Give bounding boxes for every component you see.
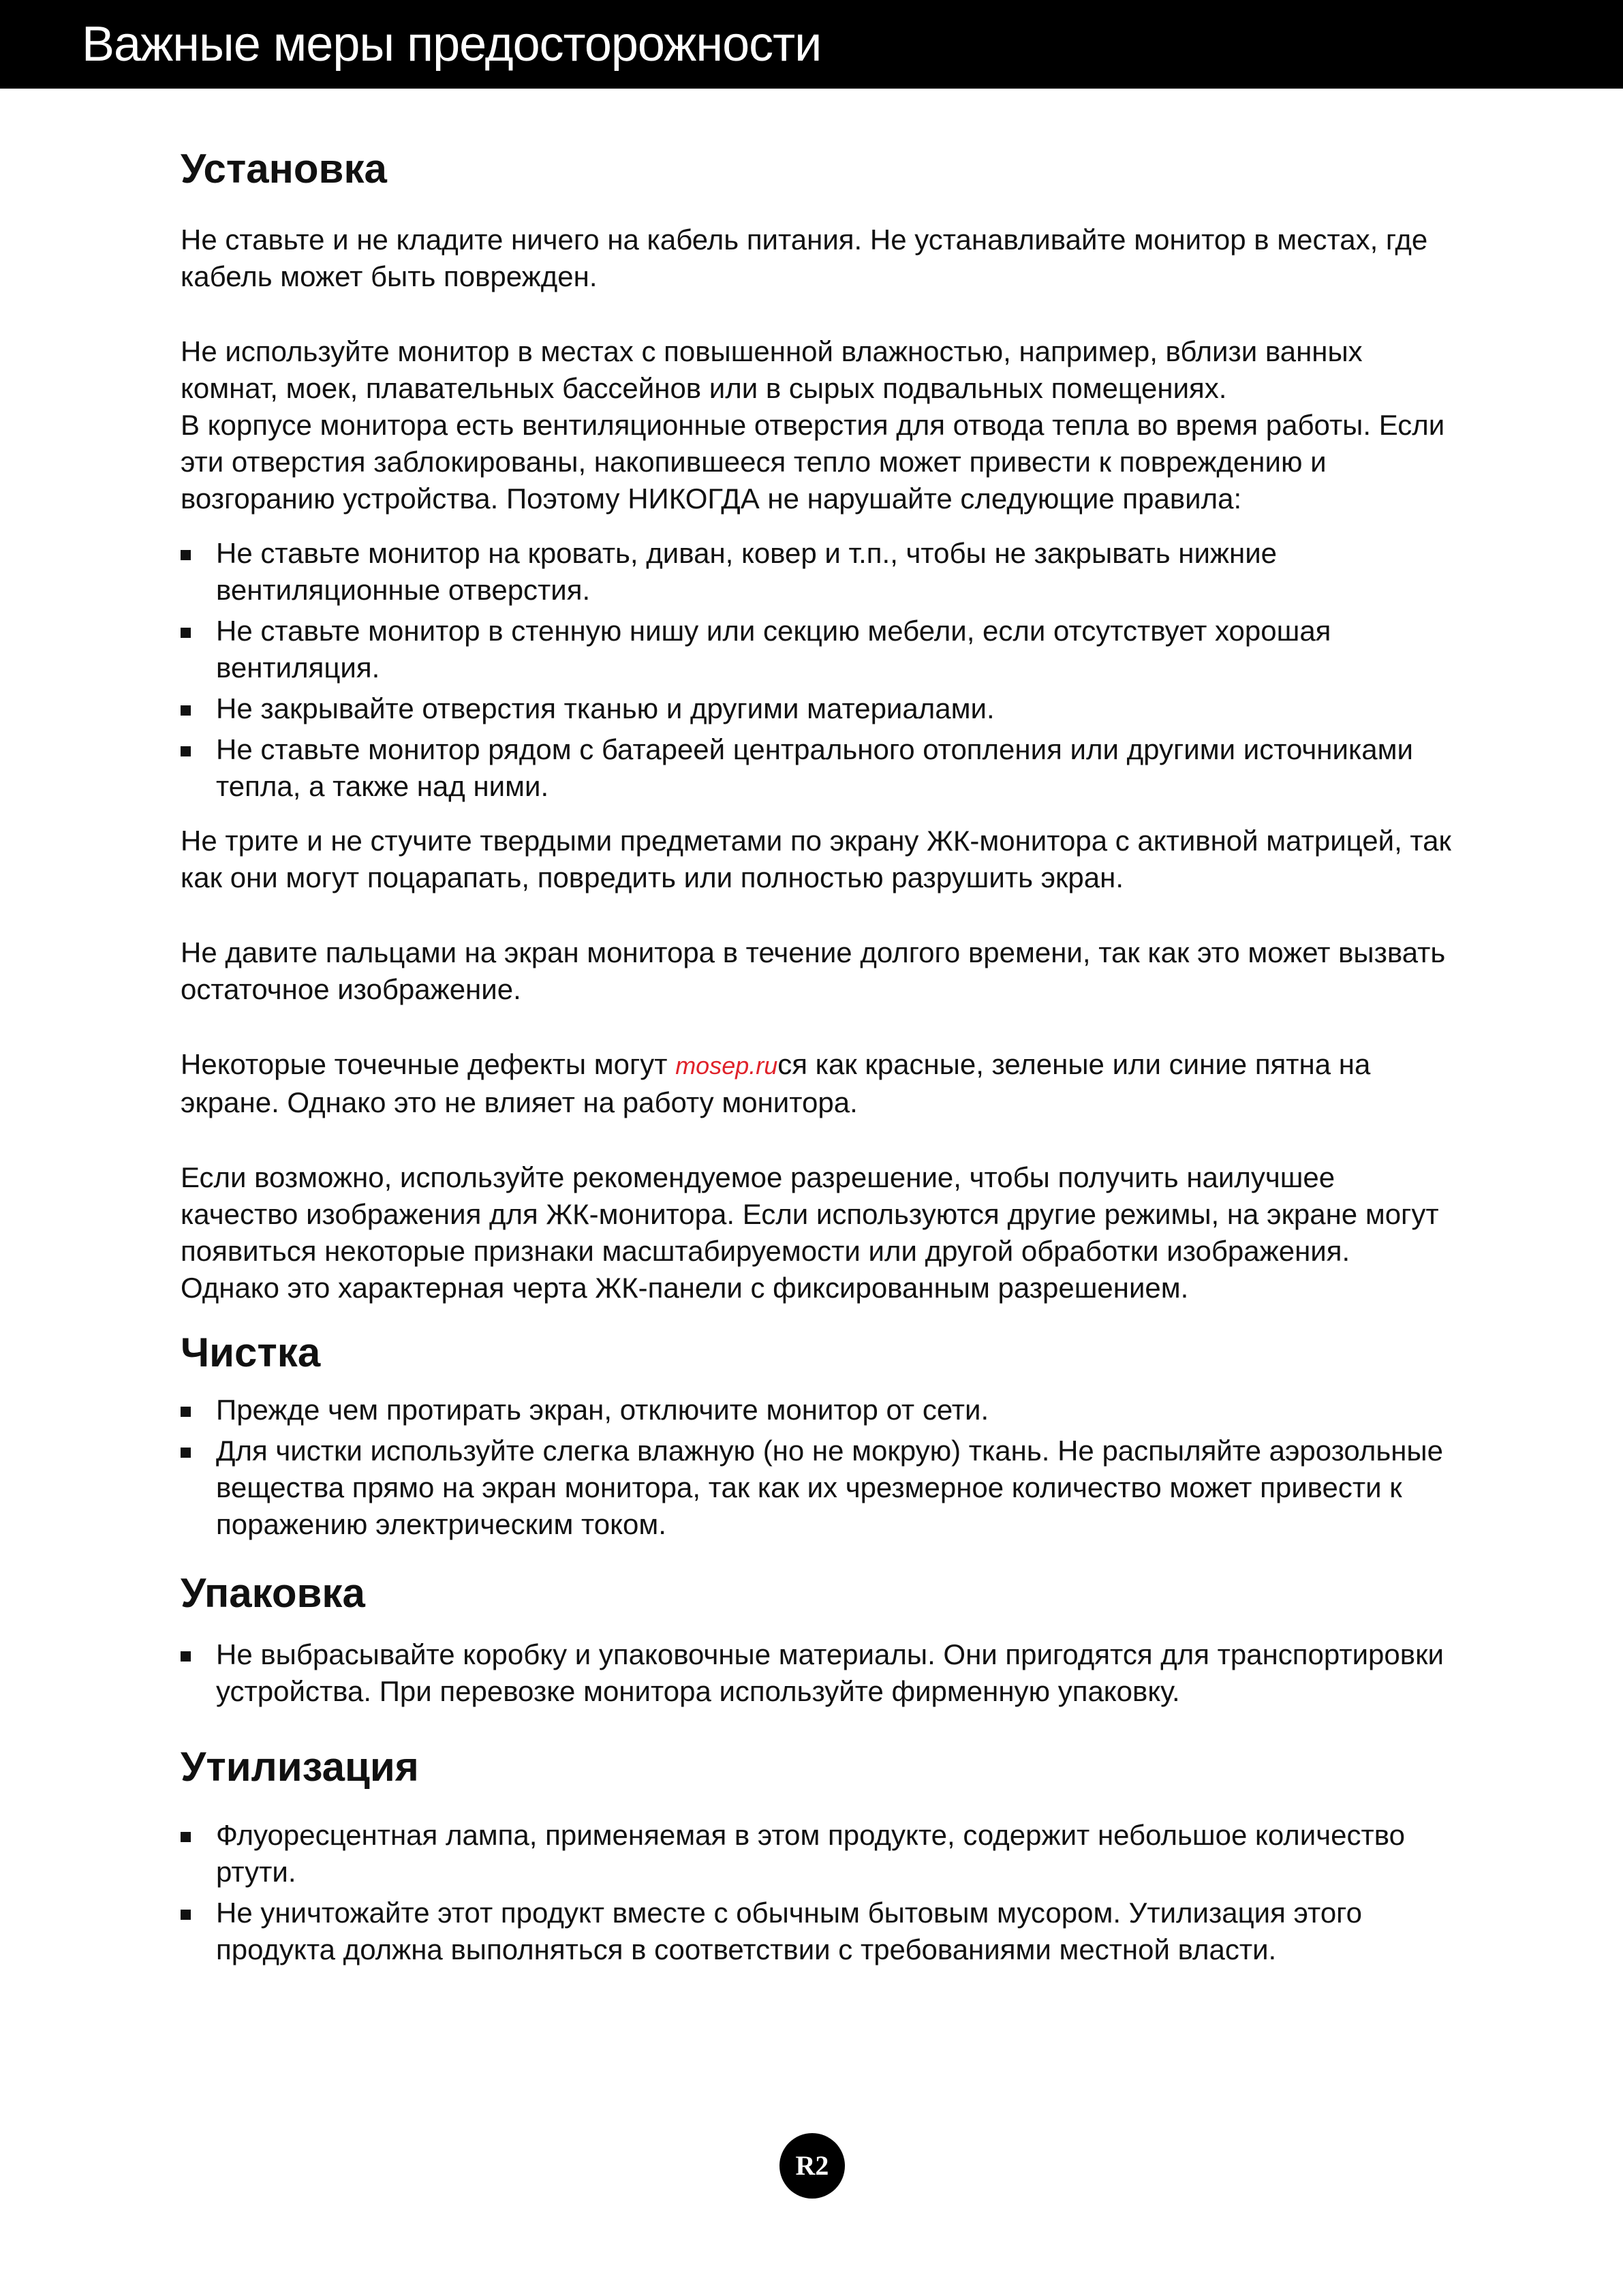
page-number-badge: R2 (779, 2133, 845, 2199)
disposal-list (181, 1817, 1455, 1968)
paragraph-screen-scratch: Не трите и не стучите твердыми предметами по экрану ЖК-монитора с активной матрицей, так как они могут поцарапать, повредить или полностью разрушить экран. (181, 825, 1451, 893)
section-disposal (181, 1741, 1455, 1968)
cleaning-list (181, 1392, 1455, 1543)
page-title: Важные меры предосторожности (82, 17, 822, 72)
square-bullet-icon (181, 1407, 191, 1417)
watermark: mosep.ru (675, 1052, 778, 1080)
paragraph-humidity: Не используйте монитор в местах с повышенной влажностью, например, вблизи ванных комнат, моек, плавательных бассейнов или в сырых подвальных помещениях. (181, 335, 1363, 404)
square-bullet-icon (181, 550, 191, 560)
square-bullet-icon (181, 628, 191, 638)
section-packing (181, 1567, 1455, 1710)
square-bullet-icon (181, 1448, 191, 1458)
section-heading-packing: Упаковка (181, 1570, 365, 1616)
paragraph-resolution: Если возможно, используйте рекомендуемое разрешение, чтобы получить наилучшее качество изображения для ЖК-монитора. Если используются другие режимы, на экране могут появиться некоторые признаки масштабируемости или другой обработки изображения. Однако это характерная черта ЖК-панели с фиксированным разрешением. (181, 1161, 1439, 1304)
paragraph-finger-pressure: Не давите пальцами на экран монитора в течение долгого времени, так как это может вызвать остаточное изображение. (181, 936, 1446, 1005)
list-item: Не ставьте монитор в стенную нишу или секцию мебели, если отсутствует хорошая вентиляция. (181, 613, 1455, 686)
paragraph-ventilation: В корпусе монитора есть вентиляционные отверстия для отвода тепла во время работы. Если эти отверстия заблокированы, накопившееся тепло может привести к повреждению и возгоранию устройства. Поэтому НИКОГДА не нарушайте следующие правила: (181, 409, 1445, 515)
ventilation-rules-list (181, 535, 1455, 805)
section-heading-disposal: Утилизация (181, 1744, 419, 1790)
section-heading-installation: Установка (181, 146, 387, 192)
list-item: Не ставьте монитор на кровать, диван, ковер и т.п., чтобы не закрывать нижние вентиляционные отверстия. (181, 535, 1455, 609)
packing-list (181, 1636, 1455, 1710)
section-heading-cleaning: Чистка (181, 1330, 321, 1375)
content (181, 143, 1455, 1972)
paragraph-pixel-defects: Некоторые точечные дефекты могут mosep.ruся как красные, зеленые или синие пятна на экране. Однако это не влияет на работу монитора. (181, 1048, 1371, 1118)
square-bullet-icon (181, 1910, 191, 1920)
list-item: Прежде чем протирать экран, отключите монитор от сети. (181, 1392, 1455, 1428)
square-bullet-icon (181, 746, 191, 756)
list-item: Не закрывайте отверстия тканью и другими материалами. (181, 690, 1455, 727)
list-item: Для чистки используйте слегка влажную (но не мокрую) ткань. Не распыляйте аэрозольные вещества прямо на экран монитора, так как их чрезмерное количество может привести к поражению электрическим током. (181, 1433, 1455, 1543)
list-item: Не уничтожайте этот продукт вместе с обычным бытовым мусором. Утилизация этого продукта должна выполняться в соответствии с требованиями местной власти. (181, 1895, 1455, 1968)
square-bullet-icon (181, 1832, 191, 1842)
square-bullet-icon (181, 705, 191, 716)
list-item: Флуоресцентная лампа, применяемая в этом продукте, содержит небольшое количество ртути. (181, 1817, 1455, 1891)
list-item: Не выбрасывайте коробку и упаковочные материалы. Они пригодятся для транспортировки устройства. При перевозке монитора используйте фирменную упаковку. (181, 1636, 1455, 1710)
square-bullet-icon (181, 1651, 191, 1662)
section-installation (181, 143, 1455, 1306)
paragraph-power-cable: Не ставьте и не кладите ничего на кабель питания. Не устанавливайте монитор в местах, где кабель может быть поврежден. (181, 224, 1428, 292)
header-bar (0, 0, 1623, 89)
list-item: Не ставьте монитор рядом с батареей центрального отопления или другими источниками тепла, а также над ними. (181, 731, 1455, 805)
section-cleaning (181, 1327, 1455, 1543)
